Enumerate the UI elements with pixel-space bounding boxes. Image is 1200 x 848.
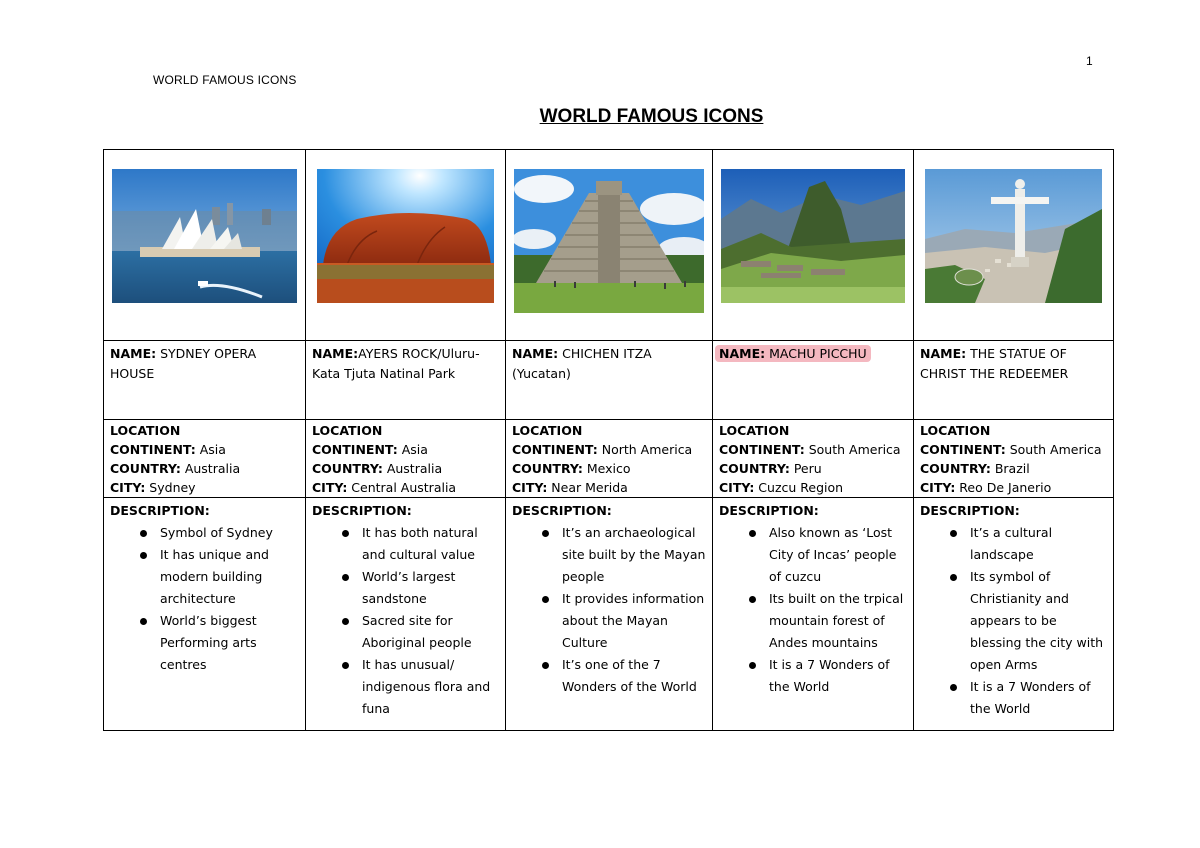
name-row xyxy=(104,341,1114,420)
list-item: It is a 7 Wonders of the World xyxy=(944,676,1107,720)
document-title: WORLD FAMOUS ICONS xyxy=(539,106,764,127)
description-label: DESCRIPTION: xyxy=(512,503,612,518)
continent-label: CONTINENT: xyxy=(920,442,1006,457)
city-line xyxy=(512,478,706,497)
list-item: It provides information about the Mayan Culture xyxy=(536,588,706,654)
cell-image-chichen-itza xyxy=(506,150,713,341)
name-value: CHICHEN ITZA (Yucatan) xyxy=(512,346,652,381)
country-value: Australia xyxy=(382,461,443,476)
city-label: CITY: xyxy=(110,480,146,495)
city-line xyxy=(110,478,299,497)
cell-description-chichen-itza xyxy=(506,498,713,731)
description-list xyxy=(719,522,907,698)
cell-image-machu-picchu xyxy=(713,150,914,341)
city-label: CITY: xyxy=(312,480,348,495)
description-label: DESCRIPTION: xyxy=(312,503,412,518)
cell-image-christ-redeemer xyxy=(914,150,1114,341)
continent-line xyxy=(719,440,907,459)
list-item: It’s an archaeological site built by the Mayan people xyxy=(536,522,706,588)
country-line xyxy=(312,459,499,478)
list-item: It’s one of the 7 Wonders of the World xyxy=(536,654,706,698)
list-item: World’s largest sandstone xyxy=(336,566,499,610)
cell-name-machu-picchu xyxy=(713,341,914,420)
cell-name-christ-redeemer xyxy=(914,341,1114,420)
continent-label: CONTINENT: xyxy=(312,442,398,457)
name-value: AYERS ROCK/Uluru-Kata Tjuta Natinal Park xyxy=(312,346,480,381)
cell-description-christ-redeemer xyxy=(914,498,1114,731)
name-label: NAME: xyxy=(920,346,967,361)
location-label: LOCATION xyxy=(719,423,790,438)
country-value: Mexico xyxy=(582,461,631,476)
country-line xyxy=(719,459,907,478)
name-label: NAME: xyxy=(512,346,559,361)
country-label: COUNTRY: xyxy=(110,461,181,476)
description-label: DESCRIPTION: xyxy=(920,503,1020,518)
country-label: COUNTRY: xyxy=(920,461,991,476)
city-line xyxy=(920,478,1107,497)
list-item: It has both natural and cultural value xyxy=(336,522,499,566)
name-value: MACHU PICCHU xyxy=(765,346,867,361)
list-item: It has unusual/ indigenous flora and funa xyxy=(336,654,499,720)
cell-name-sydney xyxy=(104,341,306,420)
description-list xyxy=(512,522,706,698)
continent-label: CONTINENT: xyxy=(719,442,805,457)
city-value: Near Merida xyxy=(547,480,628,495)
continent-value: South America xyxy=(804,442,901,457)
cell-location-machu-picchu xyxy=(713,420,914,498)
page-number: 1 xyxy=(1086,54,1093,68)
list-item: It is a 7 Wonders of the World xyxy=(743,654,907,698)
running-header: WORLD FAMOUS ICONS xyxy=(153,73,297,87)
city-label: CITY: xyxy=(920,480,956,495)
continent-line xyxy=(920,440,1107,459)
country-value: Australia xyxy=(180,461,241,476)
list-item: It’s a cultural landscape xyxy=(944,522,1107,566)
location-label: LOCATION xyxy=(312,423,383,438)
cell-description-ayers-rock xyxy=(306,498,506,731)
list-item: Also known as ‘Lost City of Incas’ people of cuzcu xyxy=(743,522,907,588)
continent-line xyxy=(312,440,499,459)
name-value: SYDNEY OPERA HOUSE xyxy=(110,346,257,381)
description-label: DESCRIPTION: xyxy=(110,503,210,518)
list-item: Symbol of Sydney xyxy=(134,522,299,544)
city-value: Sydney xyxy=(145,480,196,495)
country-line xyxy=(920,459,1107,478)
name-label: NAME: xyxy=(312,346,359,361)
description-list xyxy=(920,522,1107,720)
description-label: DESCRIPTION: xyxy=(719,503,819,518)
name-label: NAME: xyxy=(110,346,157,361)
name-value: THE STATUE OF CHRIST THE REDEEMER xyxy=(920,346,1069,381)
location-label: LOCATION xyxy=(920,423,991,438)
city-label: CITY: xyxy=(719,480,755,495)
cell-name-chichen-itza xyxy=(506,341,713,420)
city-line xyxy=(719,478,907,497)
description-row xyxy=(104,498,1114,731)
location-row xyxy=(104,420,1114,498)
cell-name-ayers-rock xyxy=(306,341,506,420)
country-label: COUNTRY: xyxy=(512,461,583,476)
continent-line xyxy=(110,440,299,459)
continent-value: Asia xyxy=(397,442,428,457)
list-item: World’s biggest Performing arts centres xyxy=(134,610,299,676)
chichen-itza-photo xyxy=(514,169,704,313)
cell-description-machu-picchu xyxy=(713,498,914,731)
list-item: Its built on the trpical mountain forest of Andes mountains xyxy=(743,588,907,654)
list-item: Its symbol of Christianity and appears to be blessing the city with open Arms xyxy=(944,566,1107,676)
continent-label: CONTINENT: xyxy=(512,442,598,457)
country-label: COUNTRY: xyxy=(312,461,383,476)
country-label: COUNTRY: xyxy=(719,461,790,476)
image-row xyxy=(104,150,1114,341)
name-label: NAME: xyxy=(719,346,766,361)
city-line xyxy=(312,478,499,497)
country-line xyxy=(110,459,299,478)
country-value: Peru xyxy=(789,461,822,476)
continent-value: Asia xyxy=(195,442,226,457)
continent-label: CONTINENT: xyxy=(110,442,196,457)
list-item: Sacred site for Aboriginal people xyxy=(336,610,499,654)
continent-line xyxy=(512,440,706,459)
location-label: LOCATION xyxy=(512,423,583,438)
list-item: It has unique and modern building architecture xyxy=(134,544,299,610)
cell-location-chichen-itza xyxy=(506,420,713,498)
country-value: Brazil xyxy=(990,461,1030,476)
continent-value: South America xyxy=(1005,442,1102,457)
location-label: LOCATION xyxy=(110,423,181,438)
christ-the-redeemer-photo xyxy=(925,169,1102,303)
city-value: Central Australia xyxy=(347,480,457,495)
highlighted-name xyxy=(715,345,871,362)
continent-value: North America xyxy=(597,442,693,457)
description-list xyxy=(110,522,299,676)
machu-picchu-photo xyxy=(721,169,905,303)
description-list xyxy=(312,522,499,720)
cell-location-sydney xyxy=(104,420,306,498)
city-value: Cuzcu Region xyxy=(754,480,844,495)
cell-location-christ-redeemer xyxy=(914,420,1114,498)
city-label: CITY: xyxy=(512,480,548,495)
cell-image-sydney xyxy=(104,150,306,341)
ayers-rock-photo xyxy=(317,169,494,303)
city-value: Reo De Janerio xyxy=(955,480,1052,495)
cell-location-ayers-rock xyxy=(306,420,506,498)
sydney-opera-house-photo xyxy=(112,169,297,303)
cell-image-ayers-rock xyxy=(306,150,506,341)
icons-table xyxy=(103,149,1114,731)
country-line xyxy=(512,459,706,478)
cell-description-sydney xyxy=(104,498,306,731)
